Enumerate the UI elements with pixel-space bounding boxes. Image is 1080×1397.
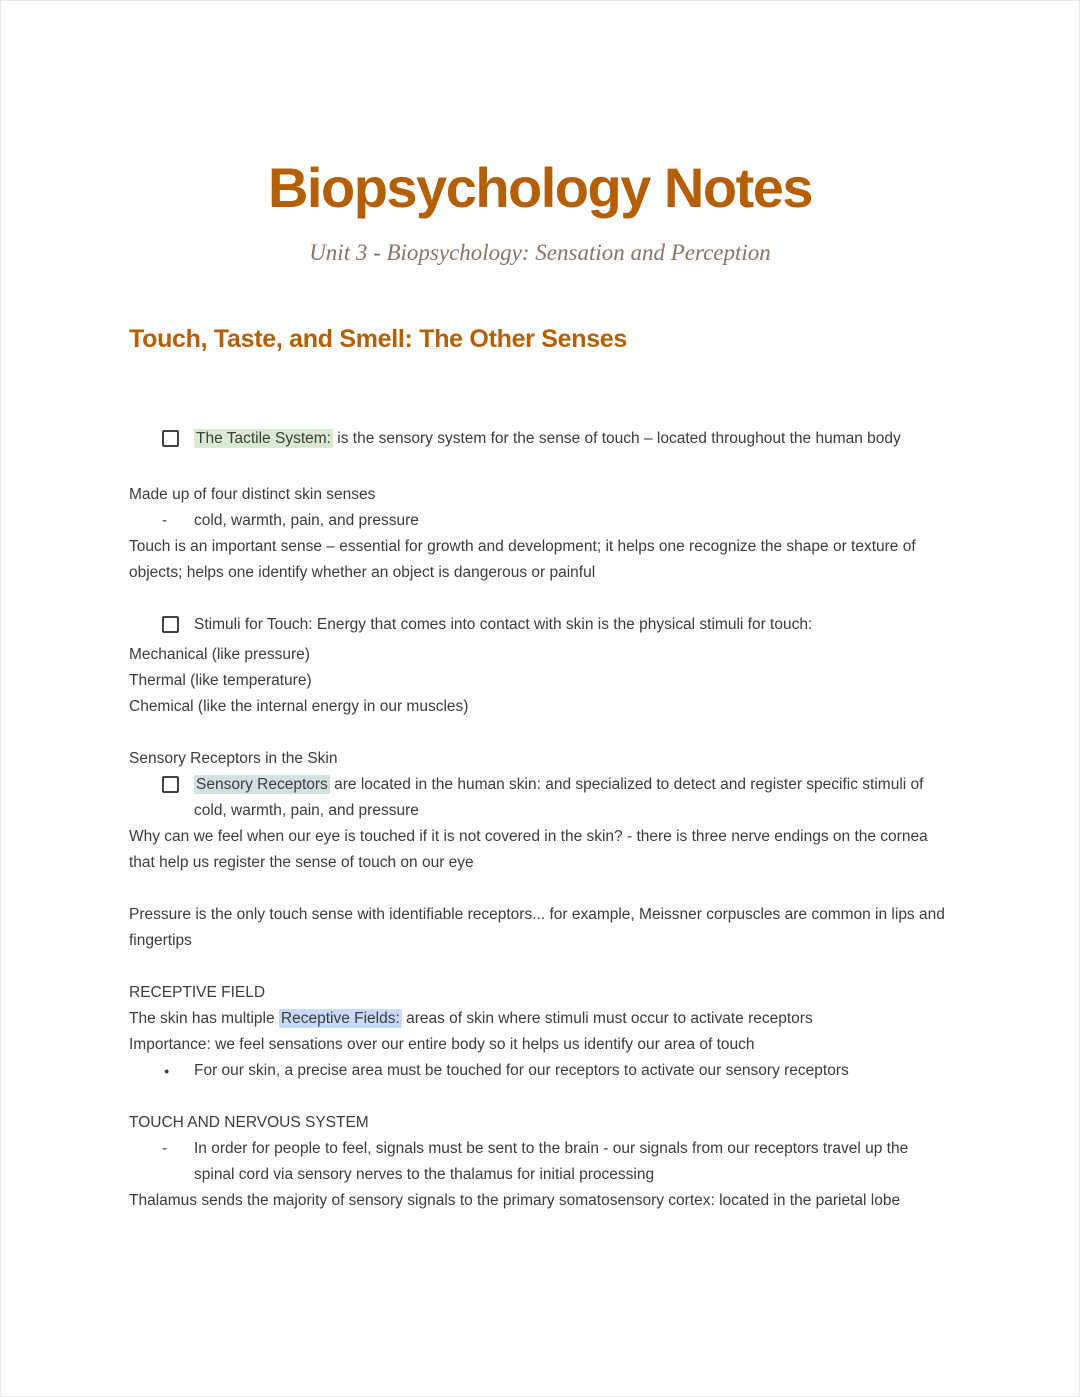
dash-item-signals [129, 1136, 951, 1188]
text-segment: The skin has multiple [129, 1010, 279, 1028]
para-receptive-fields-def [129, 1006, 951, 1032]
text-segment: is the sensory system for the sense of touch – located throughout the human body [332, 430, 901, 448]
highlight-sensory-receptors: Sensory Receptors [196, 776, 328, 794]
para-sensory-receptors-heading: Sensory Receptors in the Skin [129, 750, 338, 768]
highlight-tactile-system: The Tactile System: [196, 430, 331, 448]
para-eye-question: Why can we feel when our eye is touched if it is not covered in the skin? - there is three nerve endings on the cornea that help us register the sense of touch on our eye [129, 828, 928, 872]
bullet-marker: ● [164, 1066, 170, 1077]
dash-marker: - [162, 512, 168, 530]
checkbox-item-sensory-receptors [129, 772, 951, 824]
para-receptive-field-heading: RECEPTIVE FIELD [129, 984, 266, 1002]
dash-marker: - [162, 1140, 168, 1158]
para-nervous-system-heading: TOUCH AND NERVOUS SYSTEM [129, 1114, 369, 1132]
para-thermal: Thermal (like temperature) [129, 672, 312, 690]
para-made-up: Made up of four distinct skin senses [129, 486, 376, 504]
note-text: Stimuli for Touch: Energy that comes into contact with skin is the physical stimuli for touch: [194, 616, 813, 634]
checkbox-icon[interactable] [162, 776, 179, 793]
dash-text: cold, warmth, pain, and pressure [194, 512, 419, 530]
note-text [194, 426, 951, 452]
dash-item-four-senses [129, 508, 951, 534]
checkbox-icon[interactable] [162, 430, 179, 447]
para-pressure-receptors: Pressure is the only touch sense with identifiable receptors... for example, Meissner corpuscles are common in lips and fingertips [129, 906, 945, 950]
checkbox-cell [129, 426, 194, 456]
checkbox-cell [129, 612, 194, 642]
para-touch-important: Touch is an important sense – essential for growth and development; it helps one recognize the shape or texture of objects; helps one identify whether an object is dangerous or painful [129, 538, 916, 582]
checkbox-item-tactile-system [129, 426, 951, 456]
checkbox-cell [129, 772, 194, 802]
bullet-item-precise-area [129, 1058, 951, 1084]
checkbox-icon[interactable] [162, 616, 179, 633]
section-heading: Touch, Taste, and Smell: The Other Senses [129, 325, 628, 354]
checkbox-item-stimuli-for-touch [129, 612, 951, 642]
doc-title: Biopsychology Notes [267, 156, 813, 219]
note-text [194, 772, 951, 824]
para-chemical: Chemical (like the internal energy in our muscles) [129, 698, 469, 716]
text-segment: are located in the human skin: and specialized to detect and register specific stimuli of cold, warmth, pain, and pressure [194, 776, 924, 820]
para-importance: Importance: we feel sensations over our entire body so it helps us identify our area of touch [129, 1036, 755, 1054]
highlight-receptive-fields: Receptive Fields: [280, 1010, 400, 1028]
doc-subtitle: Unit 3 - Biopsychology: Sensation and Perception [309, 239, 771, 265]
bullet-text: For our skin, a precise area must be touched for our receptors to activate our sensory receptors [194, 1062, 849, 1080]
text-segment: areas of skin where stimuli must occur to activate receptors [401, 1010, 813, 1028]
para-mechanical: Mechanical (like pressure) [129, 646, 310, 664]
dash-text: In order for people to feel, signals must be sent to the brain - our signals from our receptors travel up the spinal cord via sensory nerves to the thalamus for initial processing [194, 1140, 909, 1184]
doc-body [129, 426, 951, 1214]
para-thalamus: Thalamus sends the majority of sensory signals to the primary somatosensory cortex: located in the parietal lobe [129, 1192, 901, 1210]
